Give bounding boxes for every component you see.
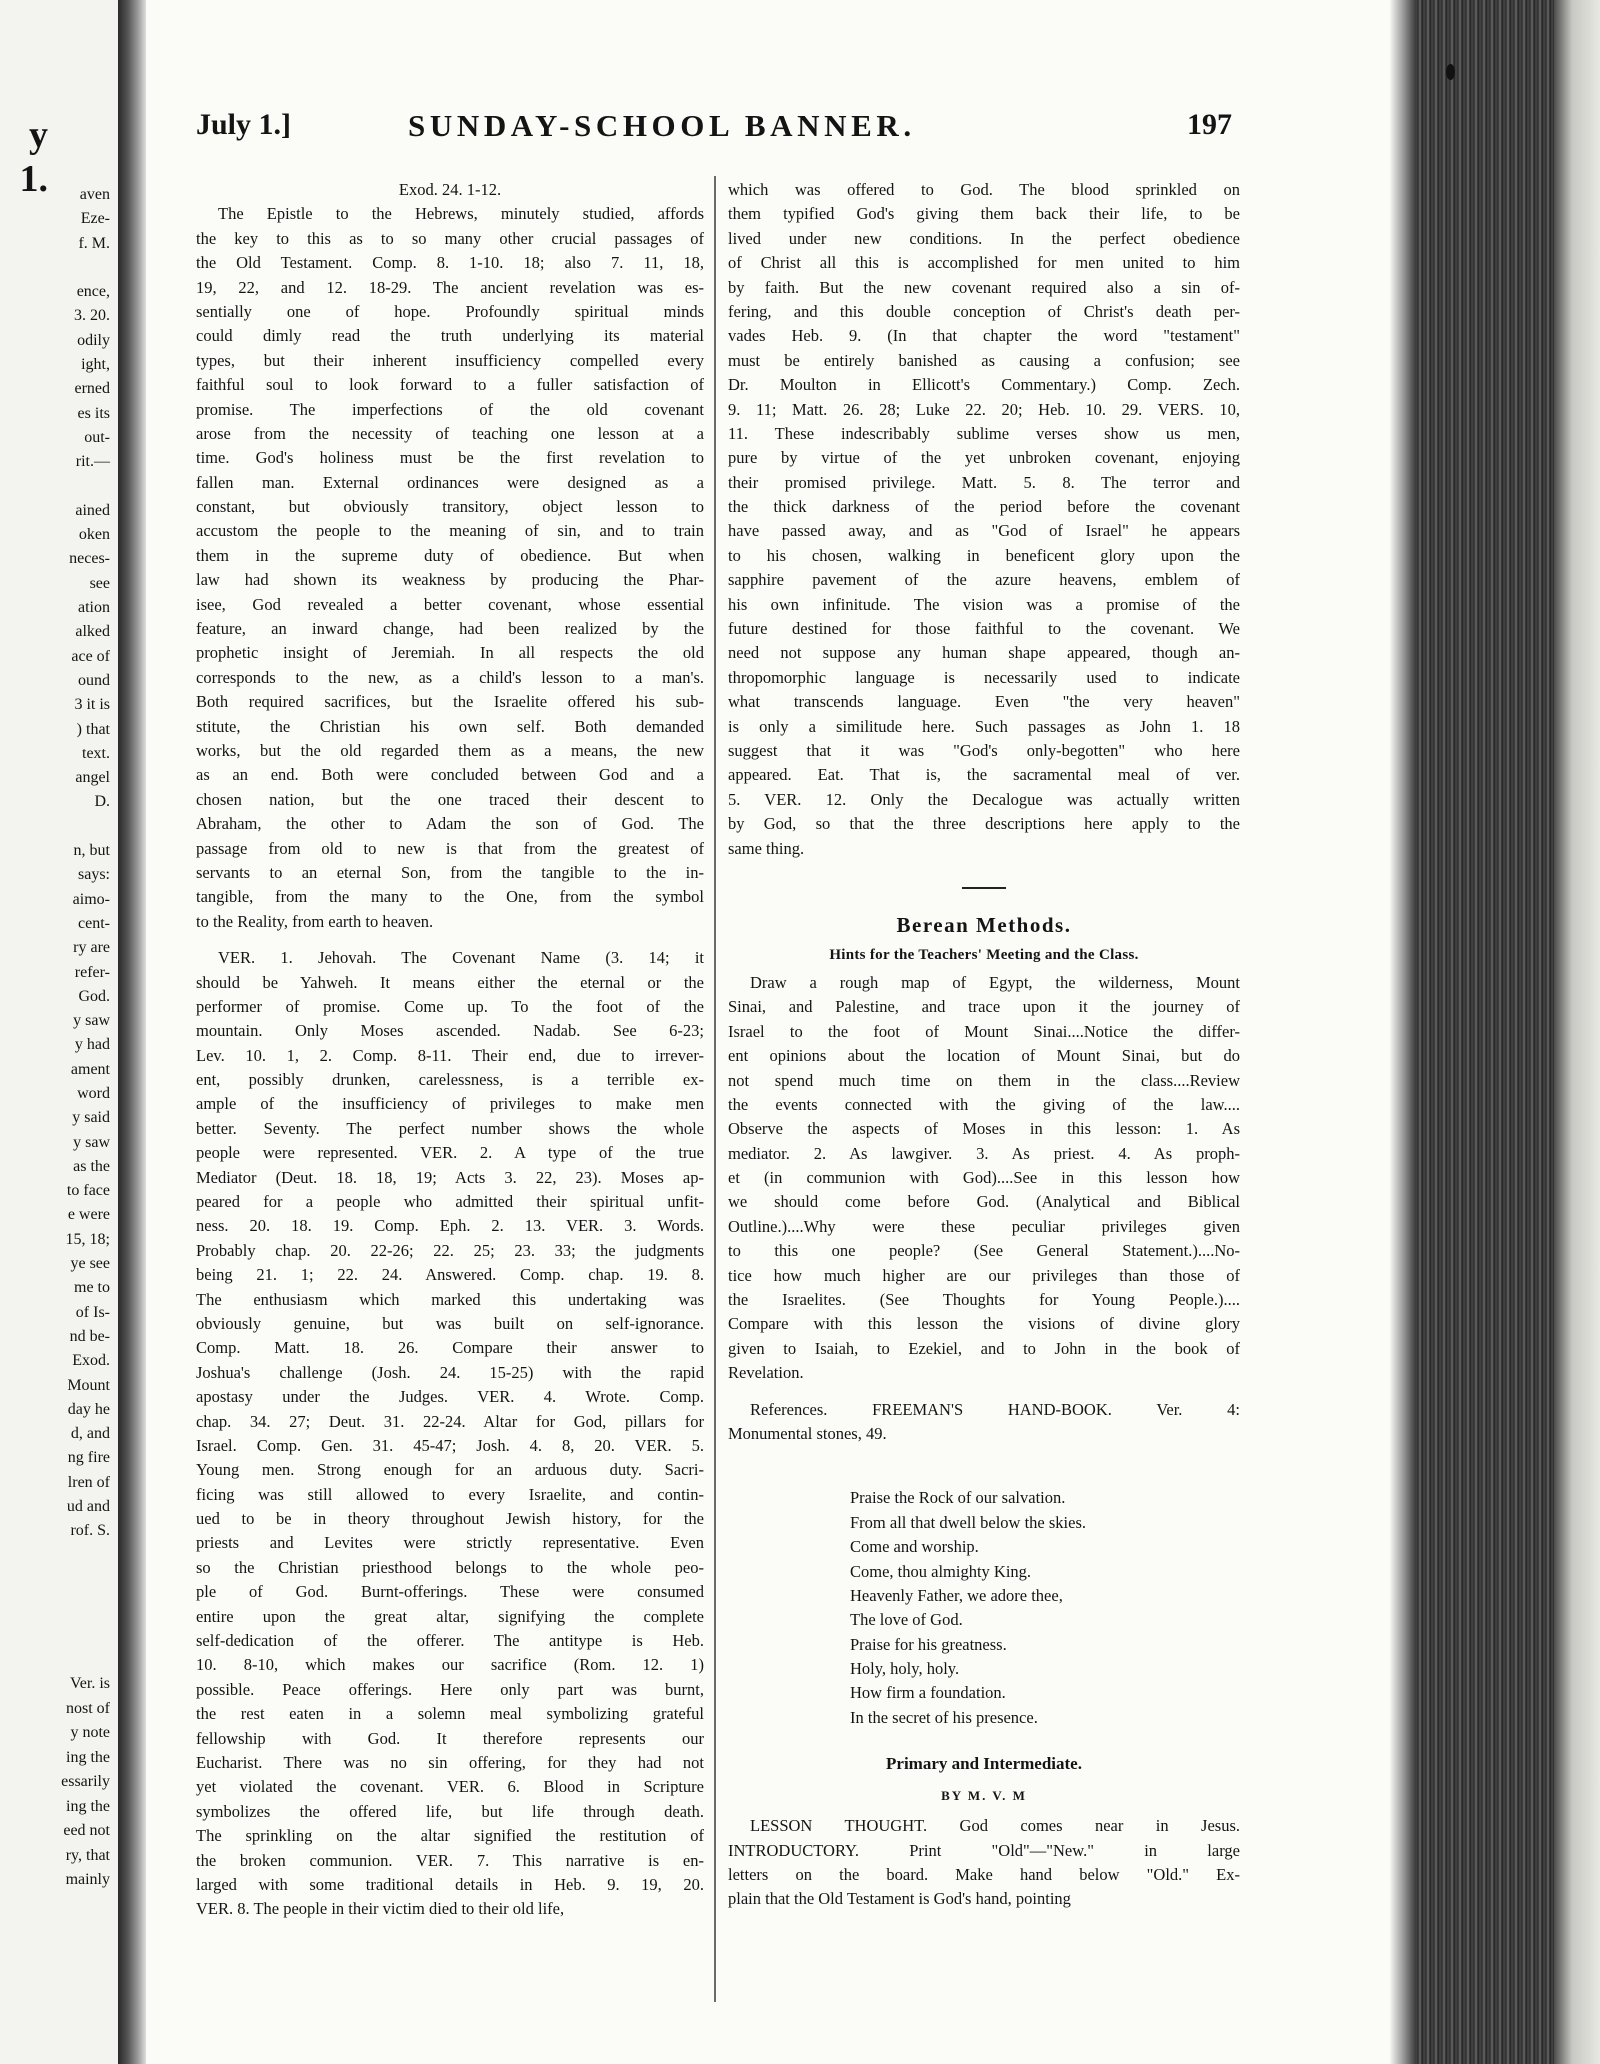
text-line: ample of the insufficiency of privileges to make men [196, 1094, 704, 1114]
text-line: them typified God's giving them back their life, to be [728, 204, 1240, 224]
text-line: the Old Testament. Comp. 8. 1-10. 18; also 7. 11, 18, [196, 253, 704, 273]
book-gutter [118, 0, 146, 2064]
text-line: apostasy under the Judges. VER. 4. Wrote. Comp. [196, 1387, 704, 1407]
text-line: Dr. Moulton in Ellicott's Commentary.) Comp. Zech. [728, 375, 1240, 395]
text-line: 10. 8-10, which makes our sacrifice (Rom. 12. 1) [196, 1655, 704, 1675]
scripture-reference: Exod. 24. 1-12. [398, 180, 502, 199]
text-line: the broken communion. VER. 7. This narrative is en- [196, 1850, 704, 1870]
text-line: 19, 22, and 12. 18-29. The ancient revelation was es- [196, 277, 704, 297]
text-line: Israel. Comp. Gen. 31. 45-47; Josh. 4. 8, 20. VER. 5. [196, 1435, 704, 1455]
hymn-line: Heavenly Father, we adore thee, [850, 1585, 1063, 1605]
text-line: ness. 20. 18. 19. Comp. Eph. 2. 13. VER. 3. Words. [196, 1216, 704, 1236]
text-line: being 21. 1; 22. 24. Answered. Comp. chap. 19. 8. [196, 1265, 704, 1285]
text-line: Joshua's challenge (Josh. 24. 15-25) with the rapid [196, 1362, 704, 1382]
text-line: performer of promise. Come up. To the foot of the [196, 996, 704, 1016]
introduction-paragraph [196, 202, 704, 934]
text-line: ent opinions about the location of Mount Sinai, but do [728, 1046, 1240, 1066]
text-line: faithful soul to look forward to a fuller satisfaction of [196, 375, 704, 395]
text-line: of Christ all this is accomplished for men united to him [728, 253, 1240, 273]
adjacent-page-text-top: aven Eze- f. M. ence, 3. 20. odily ight, erned es its out- rit.— ained oken neces- see ation alked ace of ound 3 it is ) that text. angel D. n, but says: aimo- cent- ry are refer- God. y saw y had ament word y said y saw as the to face e were 15, 18; ye see me to of Is- nd be- Exod. Mount day he d, and ng fire lren of ud and rof. S. [65, 186, 110, 1540]
text-line: constant, but obviously transitory, object lesson to [196, 497, 704, 517]
references-paragraph [728, 1398, 1240, 1447]
hymn-line: Come and worship. [850, 1537, 979, 1557]
text-line: promise. The imperfections of the old covenant [196, 399, 704, 419]
text-line: possible. Peace offerings. Here only part was burnt, [196, 1679, 704, 1699]
text-line: mountain. Only Moses ascended. Nadab. See 6-23; [196, 1021, 704, 1041]
text-line: have passed away, and as "God of Israel" he appears [728, 521, 1240, 541]
text-line: Outline.)....Why were these peculiar privileges given [728, 1216, 1240, 1236]
text-line: by God, so that the three descriptions here apply to the [728, 814, 1240, 834]
text-line: to the Reality, from earth to heaven. [196, 911, 434, 931]
page-edge-shadow [1390, 0, 1416, 2064]
text-line: people were represented. VER. 2. A type of the true [196, 1143, 704, 1163]
text-line: the events connected with the giving of the law.... [728, 1094, 1240, 1114]
book-page-edges [1390, 0, 1600, 2064]
page-number: 197 [1187, 108, 1232, 141]
text-line: Israel to the foot of Mount Sinai....Notice the differ- [728, 1021, 1240, 1041]
text-line: Both required sacrifices, but the Israelite offered his sub- [196, 692, 704, 712]
verse-notes-paragraph [196, 946, 704, 1922]
text-line: priests and Levites were strictly representative. Even [196, 1533, 704, 1553]
text-line: chap. 34. 27; Deut. 31. 22-24. Altar for God, pillars for [196, 1411, 704, 1431]
text-line: their promised privilege. Matt. 5. 8. The terror and [728, 472, 1240, 492]
page-edge-highlight [1554, 0, 1600, 2064]
text-line: Monumental stones, 49. [728, 1423, 887, 1443]
text-line: 5. VER. 12. Only the Decalogue was actually written [728, 789, 1240, 809]
text-line: VER. 1. Jehovah. The Covenant Name (3. 14; it [218, 948, 704, 968]
text-line: tangible, from the many to the One, from the symbol [196, 887, 704, 907]
text-line: thropomorphic language is necessarily used to indicate [728, 667, 1240, 687]
text-line: ple of God. Burnt-offerings. These were consumed [196, 1582, 704, 1602]
text-line: lived under new conditions. In the perfect obedience [728, 228, 1240, 248]
text-line: fering, and this double conception of Christ's death per- [728, 301, 1240, 321]
text-line: vades Heb. 9. (In that chapter the word "testament" [728, 326, 1240, 346]
text-line: et (in communion with God)....See in this lesson how [728, 1168, 1240, 1188]
text-line: symbolizes the offered life, but life through death. [196, 1801, 704, 1821]
text-line: 11. These indescribably sublime verses show us men, [728, 423, 1240, 443]
text-line: Eucharist. There was no sin offering, for they had not [196, 1753, 704, 1772]
adjacent-page-text-bottom: Ver. is nost of y note ing the essarily ing the eed not ry, that mainly [61, 1675, 110, 1888]
text-line: suggest that it was "God's only-begotten" who here [728, 740, 1240, 760]
text-line: stitute, the Christian his own self. Both demanded [196, 716, 704, 736]
text-line: so the Christian priesthood belongs to the whole peo- [196, 1557, 704, 1577]
text-line: ued to be in theory throughout Jewish history, for the [196, 1509, 704, 1529]
section-subtitle: Hints for the Teachers' Meeting and the Class. [829, 946, 1139, 963]
text-line: peared for a people who admitted their spiritual unfit- [196, 1192, 704, 1212]
text-line: which was offered to God. The blood sprinkled on [728, 180, 1240, 199]
text-line: obviously genuine, but was built on self-ignorance. [196, 1313, 704, 1333]
text-line: self-dedication of the offerer. The antitype is Heb. [196, 1631, 704, 1651]
text-line: Revelation. [728, 1363, 804, 1383]
text-line: as an end. Both were concluded between God and a [196, 765, 704, 785]
text-line: the Israelites. (See Thoughts for Young People.).... [728, 1290, 1240, 1310]
text-line: by faith. But the new covenant required also a sin of- [728, 277, 1240, 297]
text-line: we should come before God. (Analytical and Biblical [728, 1192, 1240, 1212]
text-line: passage from old to new is that from the greatest of [196, 838, 704, 858]
text-line: prophetic insight of Jeremiah. In all respects the old [196, 643, 704, 663]
text-line: the thick darkness of the period before the covenant [728, 497, 1240, 517]
text-line: corresponds to the new, as a child's lesson to a man's. [196, 667, 704, 687]
text-line: given to Isaiah, to Ezekiel, and to John in the book of [728, 1338, 1240, 1358]
text-line: VER. 8. The people in their victim died to their old life, [196, 1899, 565, 1919]
hymn-line: The love of God. [850, 1610, 963, 1630]
text-line: The Epistle to the Hebrews, minutely studied, affords [218, 204, 704, 224]
text-line: accustom the people to the meaning of sin, and to train [196, 521, 704, 541]
section-title: Berean Methods. [896, 912, 1072, 937]
text-line: Sinai, and Palestine, and trace upon it the journey of [728, 997, 1240, 1017]
text-line: References. FREEMAN'S HAND-BOOK. Ver. 4: [750, 1399, 1240, 1419]
text-line: The sprinkling on the altar signified the restitution of [196, 1826, 704, 1846]
text-line: INTRODUCTORY. Print "Old"—"New." in large [728, 1840, 1240, 1860]
lesson-thought-paragraph [728, 1814, 1240, 1912]
page-edge-mark [1446, 64, 1455, 80]
text-line: future destined for those faithful to the covenant. We [728, 619, 1240, 639]
verse-notes-continued [728, 178, 1240, 861]
hymn-line: Praise for his greatness. [850, 1634, 1007, 1654]
text-line: ficing was still allowed to every Israelite, and contin- [196, 1484, 704, 1504]
text-line: chosen nation, but the one traced their descent to [196, 789, 704, 809]
text-line: law had shown its weakness by producing the Phar- [196, 570, 704, 590]
text-line: Draw a rough map of Egypt, the wilderness, Mount [750, 972, 1240, 992]
text-line: better. Seventy. The perfect number shows the whole [196, 1118, 704, 1138]
text-line: need not suppose any human shape appeared, though an- [728, 643, 1240, 663]
text-line: same thing. [728, 838, 805, 858]
text-line: Compare with this lesson the visions of divine glory [728, 1314, 1240, 1334]
text-line: to his chosen, walking in beneficent glory upon the [728, 545, 1240, 565]
subsection-title: Primary and Intermediate. [886, 1754, 1082, 1774]
text-line: yet violated the covenant. VER. 6. Blood in Scripture [196, 1777, 704, 1797]
text-line: mediator. 2. As lawgiver. 3. As priest. 4. As proph- [728, 1143, 1240, 1163]
text-line: time. God's holiness must be the first revelation to [196, 448, 704, 468]
text-line: sapphire pavement of the azure heavens, emblem of [728, 570, 1240, 590]
text-line: them in the supreme duty of obedience. But when [196, 545, 704, 565]
text-line: letters on the board. Make hand below "Old." Ex- [728, 1865, 1240, 1885]
adjacent-page-fragment [0, 0, 118, 2064]
text-line: not spend much time on them in the class....Review [728, 1070, 1240, 1090]
text-line: Lev. 10. 1, 2. Comp. 8-11. Their end, due to irrever- [196, 1045, 704, 1065]
text-line: ent, possibly drunken, carelessness, is a terrible ex- [196, 1070, 704, 1090]
text-line: feature, an inward change, had been realized by the [196, 619, 704, 639]
text-line: LESSON THOUGHT. God comes near in Jesus. [750, 1816, 1240, 1836]
text-line: appeared. Eat. That is, the sacramental meal of ver. [728, 765, 1240, 785]
text-line: must be entirely banished as causing a confusion; see [728, 350, 1240, 370]
text-line: what transcends language. Even "the very heaven" [728, 692, 1240, 712]
column-divider [714, 176, 716, 2002]
text-line: plain that the Old Testament is God's hand, pointing [728, 1889, 1071, 1909]
hymn-line: In the secret of his presence. [850, 1707, 1038, 1727]
text-line: types, but their inherent insufficiency compelled every [196, 350, 704, 370]
text-line: the key to this as to so many other crucial passages of [196, 228, 704, 248]
right-column [728, 178, 1240, 1912]
text-line: 9. 11; Matt. 26. 28; Luke 22. 20; Heb. 10. 29. VERS. 10, [728, 399, 1240, 419]
hymn-line: Holy, holy, holy. [850, 1659, 960, 1679]
byline: BY M. V. M [941, 1788, 1027, 1804]
text-line: is only a similitude here. Such passages as John 1. 18 [728, 716, 1240, 736]
text-line: works, but the old regarded them as a means, the new [196, 740, 704, 760]
text-line: could dimly read the truth underlying its material [196, 326, 704, 346]
hymn-line: From all that dwell below the skies. [850, 1512, 1087, 1532]
text-line: to this one people? (See General Statement.)....No- [728, 1241, 1240, 1261]
text-line: Observe the aspects of Moses in this lesson: 1. As [728, 1119, 1240, 1139]
section-rule [962, 887, 1006, 889]
text-line: pure by virtue of the yet unbroken covenant, enjoying [728, 448, 1240, 468]
text-line: isee, God revealed a better covenant, whose essential [196, 594, 704, 614]
hymn-line: Come, thou almighty King. [850, 1561, 1032, 1581]
left-column [196, 178, 704, 1922]
running-header [196, 108, 1232, 148]
berean-methods-paragraph [728, 971, 1240, 1386]
hymn-line: Praise the Rock of our salvation. [850, 1488, 1066, 1508]
adjacent-page-heading: y 1. [19, 114, 48, 200]
text-line: Probably chap. 20. 22-26; 22. 25; 23. 33; the judgments [196, 1240, 704, 1260]
text-line: entire upon the great altar, signifying the complete [196, 1606, 704, 1626]
text-line: sentially one of hope. Profoundly spiritual minds [196, 301, 704, 321]
text-line: Comp. Matt. 18. 26. Compare their answer to [196, 1338, 704, 1358]
header-date: July 1.] [196, 108, 292, 141]
text-line: fellowship with God. It therefore represents our [196, 1728, 704, 1748]
text-line: Young men. Strong enough for an arduous duty. Sacri- [196, 1460, 704, 1480]
hymn-list [728, 1486, 1240, 1730]
text-line: fallen man. External ordinances were designed as a [196, 472, 704, 492]
text-line: servants to an eternal Son, from the tangible to the in- [196, 862, 704, 882]
text-line: should be Yahweh. It means either the eternal or the [196, 972, 704, 992]
text-line: The enthusiasm which marked this undertaking was [196, 1289, 704, 1309]
text-line: Mediator (Deut. 18. 18, 19; Acts 3. 22, 23). Moses ap- [196, 1167, 704, 1187]
text-line: Abraham, the other to Adam the son of God. The [196, 814, 704, 834]
text-line: tice how much higher are our privileges than those of [728, 1265, 1240, 1285]
publication-title: SUNDAY-SCHOOL BANNER. [408, 108, 916, 143]
text-line: the rest eaten in a solemn meal symbolizing grateful [196, 1704, 704, 1724]
text-line: larged with some traditional details in Heb. 9. 19, 20. [196, 1874, 704, 1894]
text-line: arose from the necessity of teaching one lesson at a [196, 423, 704, 443]
text-line: his own infinitude. The vision was a promise of the [728, 594, 1240, 614]
hymn-line: How firm a foundation. [850, 1683, 1006, 1703]
